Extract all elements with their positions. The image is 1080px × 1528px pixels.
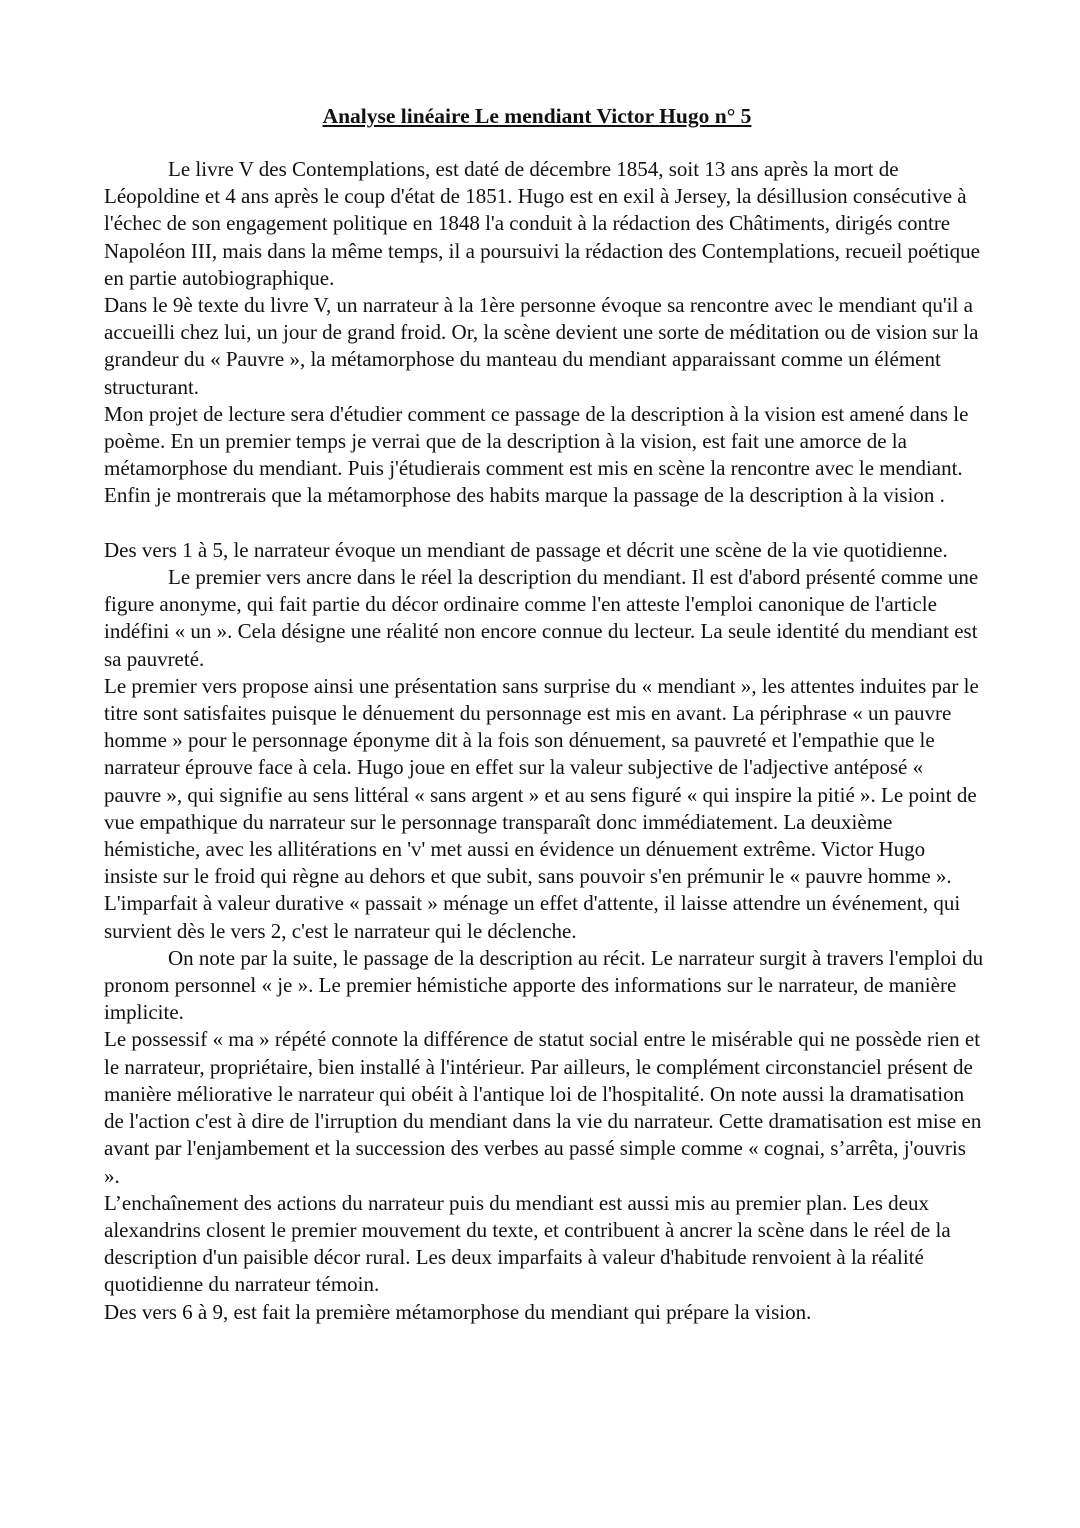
paragraph-description-to-narrative: On note par la suite, le passage de la description au récit. Le narrateur surgit à travers l'emploi du pronom personnel « je ». Le premier hémistiche apporte des informations sur le narrateur, de manière implicite. — [104, 945, 984, 1025]
paragraph-first-verse-analysis: Le premier vers propose ainsi une présentation sans surprise du « mendiant », les attentes induites par le titre sont satisfaites puisque le dénuement du personnage est mis en avant. La périphrase « un pauvre homme » pour le personnage éponyme dit à la fois son dénuement, sa pauvreté et l'empathie que le narrateur éprouve face à cela. Hugo joue en effet sur la valeur subjective de l'adjective antéposé « pauvre », qui signifie au sens littéral « sans argent » et au sens figuré « qui inspire la pitié ». Le point de vue empathique du narrateur sur le personnage transparaît donc immédiatement. La deuxième hémistiche, avec les allitérations en 'v' met aussi en évidence un dénuement extrême. Victor Hugo insiste sur le froid qui règne au dehors et que subit, sans pouvoir s'en prémunir le « pauvre homme ». L'imparfait à valeur durative « passait » ménage un effet d'attente, il laisse attendre un événement, qui survient dès le vers 2, c'est le narrateur qui le déclenche. — [104, 673, 979, 943]
paragraph-first-verse: Le premier vers ancre dans le réel la description du mendiant. Il est d'abord présenté comme une figure anonyme, qui fait partie du décor ordinaire comme l'en atteste l'emploi canonique de l'article indéfini « un ». Cela désigne une réalité non encore connue du lecteur. La seule identité du mendiant est sa pauvreté. — [104, 565, 979, 671]
paragraph-reading-project: Mon projet de lecture sera d'étudier comment ce passage de la description à la vision est amené dans le poème. En un premier temps je verrai que de la description à la vision, est fait une amorce de la métamorphose du mendiant. Puis j'étudierais comment est mis en scène la rencontre avec le mendiant. Enfin je montrerais que la métamorphose des habits marque la passage de la description à la vision . — [104, 401, 969, 508]
paragraph-possessive-analysis: Le possessif « ma » répété connote la différence de statut social entre le misérable qui ne possède rien et le narrateur, propriétaire, bien installé à l'intérieur. Par ailleurs, le complément circonstanciel présent de manière méliorative le narrateur qui obéit à l'antique loi de l'hospitalité. On note aussi la dramatisation de l'action c'est à dire de l'irruption du mendiant dans la vie du narrateur. Cette dramatisation est mise en avant par l'enjambement et la succession des verbes au passé simple comme « cognai, s’arrêta, j'ouvris ». — [104, 1027, 982, 1188]
document-page — [104, 102, 984, 1326]
paragraph-intro-summary: Dans le 9è texte du livre V, un narrateur à la 1ère personne évoque sa rencontre avec le mendiant qu'il a accueilli chez lui, un jour de grand froid. Or, la scène devient une sorte de méditation ou de vision sur la grandeur du « Pauvre », la métamorphose du manteau du mendiant apparaissant comme un élément structurant. — [104, 293, 979, 399]
paragraph-movement-one-intro: Des vers 1 à 5, le narrateur évoque un mendiant de passage et décrit une scène de la vie quotidienne. — [104, 537, 948, 562]
document-title: Analyse linéaire Le mendiant Victor Hugo n° 5 — [322, 104, 752, 128]
paragraph-movement-two-intro: Des vers 6 à 9, est fait la première métamorphose du mendiant qui prépare la vision. — [104, 1299, 812, 1324]
paragraph-spacer — [104, 510, 984, 537]
paragraph-actions-sequence: L’enchaînement des actions du narrateur puis du mendiant est aussi mis au premier plan. Les deux alexandrins closent le premier mouvement du texte, et contribuent à ancrer la scène dans le réel de la description d'un paisible décor rural. Les deux imparfaits à valeur d'habitude renvoient à la réalité quotidienne du narrateur témoin. — [104, 1190, 951, 1297]
paragraph-intro-context: Le livre V des Contemplations, est daté de décembre 1854, soit 13 ans après la mort de Léopoldine et 4 ans après le coup d'état de 1851. Hugo est en exil à Jersey, la désillusion consécutive à l'échec de son engagement politique en 1848 l'a conduit à la rédaction des Châtiments, dirigés contre Napoléon III, mais dans la même temps, il a poursuivi la rédaction des Contemplations, recueil poétique en partie autobiographique. — [104, 157, 980, 290]
